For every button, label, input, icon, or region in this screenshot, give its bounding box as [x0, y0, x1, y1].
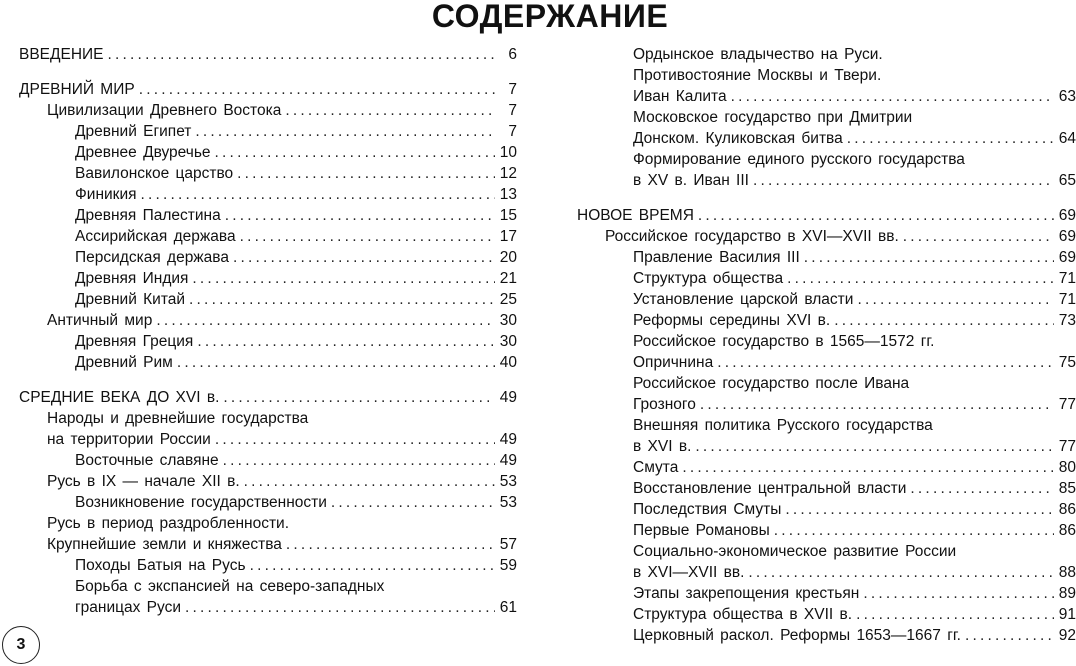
toc-entry-row: [633, 457, 1076, 478]
toc-entry: [577, 268, 1076, 289]
toc-entry: [577, 205, 1076, 226]
dot-leader: [785, 499, 1054, 520]
toc-entry-title: ВВЕДЕНИЕ: [19, 46, 104, 63]
toc-entry-title: Древняя Греция: [75, 333, 194, 350]
toc-entry-title-line: Внешняя политика Русского государства: [633, 417, 933, 434]
toc-entry-page: 17: [499, 228, 517, 245]
toc-entry-page: 7: [508, 102, 517, 119]
toc-entry-page: 59: [499, 557, 517, 574]
dot-leader: [215, 142, 495, 163]
dot-leader: [139, 79, 495, 100]
dot-leader: [240, 226, 495, 247]
toc-entry-title: Структура общества: [633, 270, 784, 287]
dot-leader: [910, 478, 1054, 499]
toc-entry-row: [633, 247, 1076, 268]
dot-leader: [700, 394, 1054, 415]
dot-leader: [695, 436, 1054, 457]
dot-leader: [331, 492, 495, 513]
toc-entry-row: [75, 121, 517, 142]
toc-entry-page: 7: [508, 123, 517, 140]
toc-entry-row: [75, 247, 517, 268]
dot-leader: [903, 226, 1054, 247]
toc-entry: [577, 583, 1076, 604]
toc-right-column: [577, 44, 1076, 646]
toc-entry-page: 77: [1058, 396, 1076, 413]
toc-entry: [577, 625, 1076, 646]
toc-entry-title: Древний Египет: [75, 123, 192, 140]
toc-entry-page: 71: [1058, 270, 1076, 287]
toc-entry-row: [633, 394, 1076, 415]
toc-entry-page: 64: [1058, 130, 1076, 147]
toc-entry-page: 12: [499, 165, 517, 182]
toc-entry-title: Структура общества в XVII в.: [633, 606, 853, 623]
toc-entry: [19, 513, 517, 555]
dot-leader: [863, 583, 1054, 604]
dot-leader: [223, 387, 495, 408]
toc-entry-row: [633, 170, 1076, 191]
toc-entry-page: 80: [1058, 459, 1076, 476]
toc-entry-row: [633, 625, 1076, 646]
toc-entry-title: Смута: [633, 459, 679, 476]
dot-leader: [195, 121, 495, 142]
toc-entry-page: 69: [1058, 207, 1076, 224]
toc-entry: [577, 44, 1076, 107]
toc-entry-page: 69: [1058, 228, 1076, 245]
toc-entry-page: 61: [499, 599, 517, 616]
toc-entry: [19, 576, 517, 618]
toc-entry-page: 63: [1058, 88, 1076, 105]
toc-entry-page: 85: [1058, 480, 1076, 497]
toc-entry-page: 73: [1058, 312, 1076, 329]
toc-entry-title: Цивилизации Древнего Востока: [47, 102, 282, 119]
toc-entry-page: 69: [1058, 249, 1076, 266]
toc-entry-page: 13: [499, 186, 517, 203]
toc-entry: [577, 107, 1076, 149]
toc-entry-row: [633, 499, 1076, 520]
toc-entry-row: [633, 604, 1076, 625]
toc-entry: [577, 373, 1076, 415]
dot-leader: [244, 471, 495, 492]
page-number: 3: [16, 636, 26, 653]
dot-leader: [233, 247, 495, 268]
toc-entry: [19, 163, 517, 184]
toc-entry-title: Церковный раскол. Реформы 1653—1667 гг.: [633, 627, 961, 644]
dot-leader: [225, 205, 495, 226]
toc-entry-row: [75, 184, 517, 205]
toc-entry-page: 21: [499, 270, 517, 287]
toc-entry-row: [633, 268, 1076, 289]
toc-entry: [19, 450, 517, 471]
toc-entry-title: Российское государство в XVI—XVII вв.: [605, 228, 899, 245]
toc-entry-row: [633, 436, 1076, 457]
toc-entry-title: Правление Василия III: [633, 249, 800, 266]
toc-entry-row: [605, 226, 1076, 247]
toc-entry: [577, 247, 1076, 268]
toc-entry-page: 75: [1058, 354, 1076, 371]
dot-leader: [698, 205, 1054, 226]
toc-entry: [577, 226, 1076, 247]
toc-entry: [19, 44, 517, 65]
dot-leader: [192, 268, 495, 289]
toc-entry-page: 6: [508, 46, 517, 63]
dot-leader: [189, 289, 495, 310]
dot-leader: [731, 86, 1054, 107]
toc-entry-title: Ассирийская держава: [75, 228, 236, 245]
toc-entry-title: Реформы середины XVI в.: [633, 312, 831, 329]
toc-entry: [19, 79, 517, 100]
toc-entry-page: 20: [499, 249, 517, 266]
dot-leader: [847, 128, 1054, 149]
toc-entry-page: 49: [499, 389, 517, 406]
dot-leader: [223, 450, 495, 471]
dot-leader: [682, 457, 1054, 478]
toc-entry: [19, 100, 517, 121]
toc-entry-title: Возникновение государственности: [75, 494, 327, 511]
toc-entry-row: [577, 205, 1076, 226]
toc-entry: [19, 268, 517, 289]
toc-entry-row: [47, 310, 517, 331]
toc-entry-row: [633, 520, 1076, 541]
toc-entry-title-line: Русь в период раздробленности.: [47, 515, 290, 532]
toc-entry-row: [75, 555, 517, 576]
toc-entry-page: 77: [1058, 438, 1076, 455]
toc-entry: [19, 555, 517, 576]
dot-leader: [250, 555, 495, 576]
toc-entry-row: [47, 100, 517, 121]
dot-leader: [717, 352, 1054, 373]
dot-leader: [197, 331, 495, 352]
toc-entry: [577, 604, 1076, 625]
page-title: СОДЕРЖАНИЕ: [431, 0, 669, 34]
toc-entry-title: Древнее Двуречье: [75, 144, 211, 161]
toc-entry: [577, 415, 1076, 457]
toc-entry-row: [75, 492, 517, 513]
toc-entry-page: 40: [499, 354, 517, 371]
toc-entry: [19, 142, 517, 163]
dot-leader: [787, 268, 1054, 289]
toc-entry-page: 53: [499, 473, 517, 490]
toc-entry-title-line: Борьба с экспансией на северо-западных: [75, 578, 385, 595]
toc-entry-row: [75, 205, 517, 226]
toc-entry-row: [75, 352, 517, 373]
toc-entry: [19, 310, 517, 331]
toc-entry-title-line: Российское государство после Ивана: [633, 375, 910, 392]
toc-entry-title-line: Формирование единого русского государства: [633, 151, 965, 168]
toc-entry-title: Походы Батыя на Русь: [75, 557, 246, 574]
dot-leader: [286, 534, 495, 555]
dot-leader: [108, 44, 495, 65]
toc-entry-title-line: Российское государство в 1565—1572 гг.: [633, 333, 935, 350]
toc-entry: [577, 520, 1076, 541]
toc-entry-title-line: Социально-экономическое развитие России: [633, 543, 957, 560]
toc-entry-title: Древний Рим: [75, 354, 173, 371]
toc-entry-row: [75, 450, 517, 471]
toc-entry-row: [633, 352, 1076, 373]
toc-entry-row: [19, 387, 517, 408]
toc-entry: [19, 289, 517, 310]
toc-entry-title: Русь в IX — начале XII в.: [47, 473, 240, 490]
toc-entry-title: Древний Китай: [75, 291, 186, 308]
dot-leader: [774, 520, 1054, 541]
dot-leader: [177, 352, 495, 373]
toc-entry: [19, 205, 517, 226]
toc-entry-title: Древняя Палестина: [75, 207, 221, 224]
toc-entry-title: Восстановление центральной власти: [633, 480, 907, 497]
toc-entry-title: Опричнина: [633, 354, 714, 371]
toc-entry-title: на территории России: [47, 431, 211, 448]
page-number-badge: [2, 626, 40, 664]
toc-entry: [19, 492, 517, 513]
toc-entry-title-line: Народы и древнейшие государства: [47, 410, 309, 427]
toc-entry-row: [633, 289, 1076, 310]
toc-entry-row: [19, 79, 517, 100]
toc-entry-page: 86: [1058, 522, 1076, 539]
toc-entry-row: [47, 429, 517, 450]
toc-entry: [19, 121, 517, 142]
toc-entry-page: 92: [1058, 627, 1076, 644]
toc-entry-page: 91: [1058, 606, 1076, 623]
dot-leader: [285, 100, 495, 121]
toc-entry-page: 49: [499, 452, 517, 469]
toc-entry-page: 10: [499, 144, 517, 161]
dot-leader: [141, 184, 496, 205]
toc-entry: [577, 310, 1076, 331]
toc-entry: [19, 387, 517, 408]
toc-entry-row: [75, 597, 517, 618]
toc-entry-page: 53: [499, 494, 517, 511]
toc-entry-title: Древняя Индия: [75, 270, 189, 287]
toc-entry-title: Античный мир: [47, 312, 153, 329]
toc-entry-row: [633, 86, 1076, 107]
toc-entry-row: [75, 331, 517, 352]
toc-entry-row: [633, 478, 1076, 499]
toc-entry-page: 30: [499, 312, 517, 329]
toc-entry-title: Донском. Куликовская битва: [633, 130, 843, 147]
toc-entry-page: 25: [499, 291, 517, 308]
dot-leader: [965, 625, 1054, 646]
toc-entry: [577, 478, 1076, 499]
dot-leader: [237, 163, 495, 184]
toc-entry-title: Крупнейшие земли и княжества: [47, 536, 282, 553]
dot-leader: [857, 289, 1054, 310]
toc-entry-title: Вавилонское царство: [75, 165, 234, 182]
toc-entry: [577, 149, 1076, 191]
toc-entry-page: 7: [508, 81, 517, 98]
toc-entry: [577, 499, 1076, 520]
toc-entry-page: 57: [499, 536, 517, 553]
toc-entry-page: 15: [499, 207, 517, 224]
toc-entry: [577, 457, 1076, 478]
dot-leader: [834, 310, 1054, 331]
toc-left-column: [19, 44, 517, 618]
toc-entry-row: [19, 44, 517, 65]
toc-entry-title: Этапы закрепощения крестьян: [633, 585, 860, 602]
toc-entry-title: Финикия: [75, 186, 137, 203]
dot-leader: [185, 597, 495, 618]
toc-entry: [19, 408, 517, 450]
toc-entry-row: [75, 268, 517, 289]
toc-entry-page: 30: [499, 333, 517, 350]
toc-entry: [19, 471, 517, 492]
toc-entry-row: [633, 583, 1076, 604]
toc-entry: [577, 541, 1076, 583]
toc-entry-page: 71: [1058, 291, 1076, 308]
toc-entry-title: Последствия Смуты: [633, 501, 782, 518]
toc-entry-title: ДРЕВНИЙ МИР: [19, 81, 135, 98]
toc-entry-title: в XVI—XVII вв.: [633, 564, 745, 581]
toc-entry: [19, 184, 517, 205]
toc-entry: [577, 331, 1076, 373]
dot-leader: [156, 310, 495, 331]
toc-entry-row: [47, 534, 517, 555]
dot-leader: [753, 170, 1054, 191]
toc-entry: [19, 226, 517, 247]
toc-entry-page: 65: [1058, 172, 1076, 189]
toc-entry-title: в XVI в.: [633, 438, 692, 455]
dot-leader: [856, 604, 1054, 625]
toc-entry-title-line: Ордынское владычество на Руси.: [633, 46, 883, 63]
toc-entry-row: [633, 128, 1076, 149]
toc-entry-row: [75, 289, 517, 310]
toc-entry-page: 49: [499, 431, 517, 448]
toc-entry: [19, 247, 517, 268]
toc-entry-title: в XV в. Иван III: [633, 172, 749, 189]
toc-entry-title: границах Руси: [75, 599, 181, 616]
toc-entry-page: 86: [1058, 501, 1076, 518]
dot-leader: [215, 429, 495, 450]
toc-entry-title-line: Противостояние Москвы и Твери.: [633, 67, 882, 84]
toc-entry-row: [633, 310, 1076, 331]
toc-entry: [19, 331, 517, 352]
toc-entry-title: Иван Калита: [633, 88, 727, 105]
toc-entry-title: СРЕДНИЕ ВЕКА ДО XVI в.: [19, 389, 220, 406]
toc-entry: [577, 289, 1076, 310]
dot-leader: [804, 247, 1054, 268]
toc-entry-title: НОВОЕ ВРЕМЯ: [577, 207, 694, 224]
toc-entry-title: Установление царской власти: [633, 291, 854, 308]
dot-leader: [748, 562, 1054, 583]
toc-entry-title-line: Московское государство при Дмитрии: [633, 109, 913, 126]
toc-entry-page: 89: [1058, 585, 1076, 602]
toc-entry-row: [75, 142, 517, 163]
toc-entry-row: [75, 163, 517, 184]
toc-entry-row: [47, 471, 517, 492]
toc-entry-title: Восточные славяне: [75, 452, 219, 469]
toc-entry-title: Грозного: [633, 396, 696, 413]
toc-entry-title: Первые Романовы: [633, 522, 770, 539]
toc-entry-row: [75, 226, 517, 247]
toc-entry-title: Персидская держава: [75, 249, 229, 266]
toc-entry-row: [633, 562, 1076, 583]
toc-entry-page: 88: [1058, 564, 1076, 581]
toc-entry: [19, 352, 517, 373]
